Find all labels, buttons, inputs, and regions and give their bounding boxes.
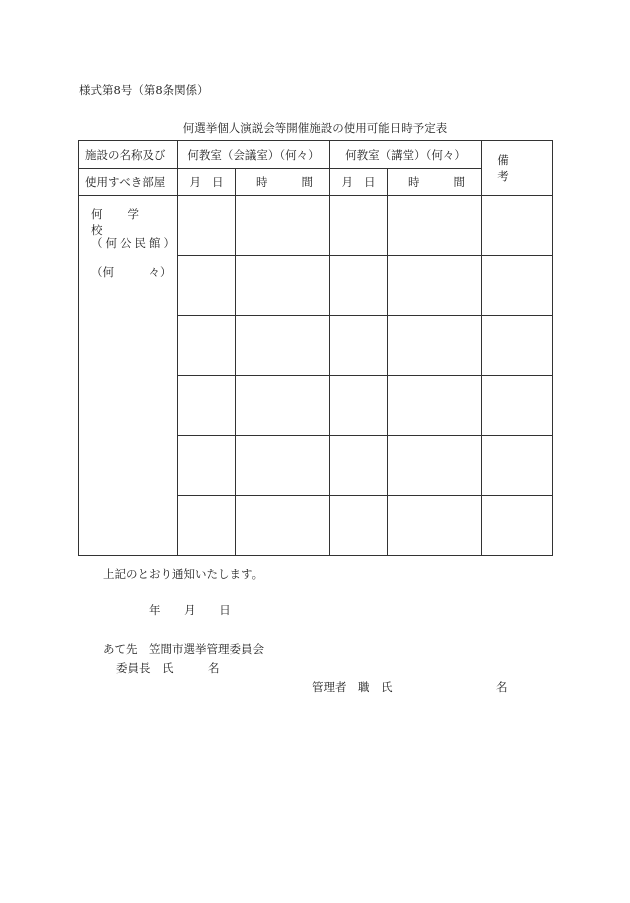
cell[interactable] bbox=[482, 376, 553, 436]
facility-header-line1: 施設の名称及び bbox=[79, 141, 178, 169]
facility-other: （何 々） bbox=[91, 265, 172, 279]
table-row bbox=[79, 196, 553, 256]
room2-header: 何教室（講堂）（何々） bbox=[330, 141, 482, 169]
cell[interactable] bbox=[236, 376, 330, 436]
month-label: 月 bbox=[189, 175, 201, 189]
remarks-header: 備考 bbox=[482, 141, 553, 196]
availability-table bbox=[78, 140, 553, 556]
cell[interactable] bbox=[236, 496, 330, 556]
cell[interactable] bbox=[482, 496, 553, 556]
cell[interactable] bbox=[330, 496, 388, 556]
document-title: 何選挙個人演説会等開催施設の使用可能日時予定表 bbox=[182, 121, 448, 135]
notice-text: 上記のとおり通知いたします。 bbox=[103, 567, 264, 581]
cell[interactable] bbox=[388, 496, 482, 556]
facility-header-line2: 使用すべき部屋 bbox=[79, 169, 178, 196]
chairperson-line: 委員長 氏 名 bbox=[116, 661, 220, 675]
cell[interactable] bbox=[388, 316, 482, 376]
cell[interactable] bbox=[178, 496, 236, 556]
cell[interactable] bbox=[388, 376, 482, 436]
facility-entries bbox=[79, 196, 178, 556]
cell[interactable] bbox=[330, 256, 388, 316]
cell[interactable] bbox=[236, 256, 330, 316]
room2-time-header bbox=[388, 169, 482, 196]
day-label: 日 bbox=[364, 175, 376, 189]
day-label: 日 bbox=[212, 175, 224, 189]
date-line: 年 月 日 bbox=[149, 603, 231, 617]
cell[interactable] bbox=[482, 256, 553, 316]
room1-time-header bbox=[236, 169, 330, 196]
room1-header: 何教室（会議室）（何々） bbox=[178, 141, 330, 169]
cell[interactable] bbox=[482, 436, 553, 496]
cell[interactable] bbox=[482, 316, 553, 376]
cell[interactable] bbox=[178, 256, 236, 316]
cell[interactable] bbox=[388, 436, 482, 496]
cell[interactable] bbox=[178, 196, 236, 256]
cell[interactable] bbox=[178, 376, 236, 436]
time-label-2: 間 bbox=[453, 175, 465, 189]
addressee: あて先 笠間市選挙管理委員会 bbox=[103, 642, 264, 656]
time-label-2: 間 bbox=[301, 175, 313, 189]
cell[interactable] bbox=[178, 436, 236, 496]
cell[interactable] bbox=[330, 196, 388, 256]
cell[interactable] bbox=[388, 256, 482, 316]
month-label: 月 bbox=[341, 175, 353, 189]
cell[interactable] bbox=[330, 316, 388, 376]
cell[interactable] bbox=[236, 436, 330, 496]
facility-school: 何学校 bbox=[91, 207, 164, 237]
cell[interactable] bbox=[236, 196, 330, 256]
form-number: 様式第8号（第8条関係） bbox=[79, 83, 209, 97]
time-label-1: 時 bbox=[408, 175, 420, 189]
facility-hall: （何公民館） bbox=[91, 236, 178, 250]
manager-line: 管理者 職 氏 名 bbox=[312, 680, 508, 694]
cell[interactable] bbox=[330, 436, 388, 496]
room1-month-day-header bbox=[178, 169, 236, 196]
cell[interactable] bbox=[482, 196, 553, 256]
cell[interactable] bbox=[388, 196, 482, 256]
time-label-1: 時 bbox=[256, 175, 268, 189]
cell[interactable] bbox=[178, 316, 236, 376]
cell[interactable] bbox=[330, 376, 388, 436]
room2-month-day-header bbox=[330, 169, 388, 196]
cell[interactable] bbox=[236, 316, 330, 376]
